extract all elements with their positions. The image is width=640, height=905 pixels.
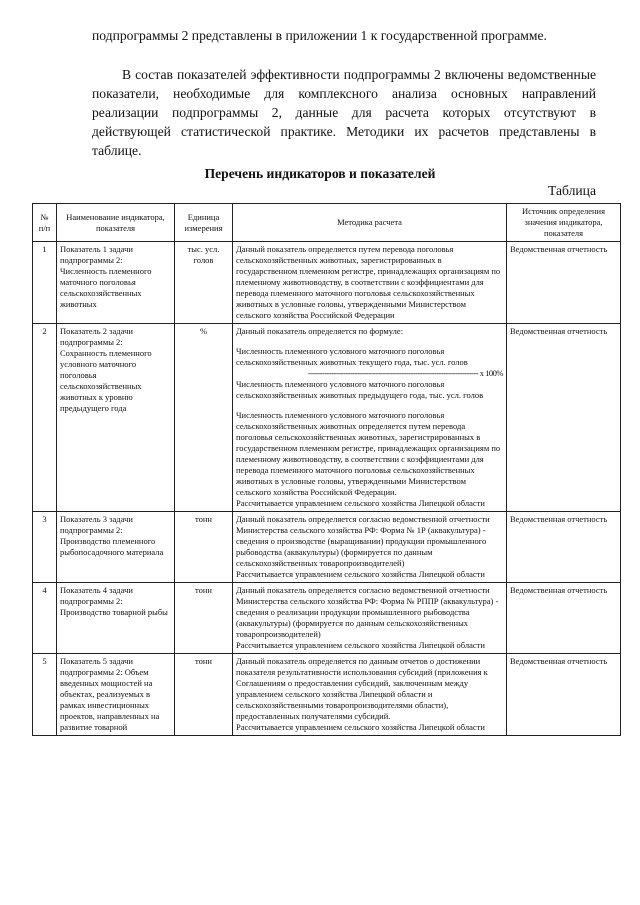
header-unit: Единица измерения bbox=[175, 204, 233, 242]
row-num: 1 bbox=[33, 242, 57, 324]
row-method bbox=[233, 583, 507, 654]
header-method: Методика расчета bbox=[233, 204, 507, 242]
table-label: Таблица bbox=[548, 183, 596, 198]
section-heading: Перечень индикаторов и показателей bbox=[204, 166, 436, 181]
row-num: 2 bbox=[33, 324, 57, 512]
header-num: № п/п bbox=[33, 204, 57, 242]
row-name: Показатель 3 задачи подпрограммы 2: Производство племенного рыбопосадочного материала bbox=[57, 512, 175, 583]
row-source: Ведомственная отчетность bbox=[507, 512, 621, 583]
row-unit: тонн bbox=[175, 654, 233, 736]
method-body: Численность племенного условного маточного поголовья сельскохозяйственных животных определяется путем перевода поголовья сельскохозяйственных животных, зарегистрированных в государственном племенном регистре, принадлежащих организациям по племенному животноводству, в соответствии с коэффициентами для перевода племенного маточного поголовья сельскохозяйственных животных в условные головы, утвержденными Министерством сельского хозяйства Российской Федерации. bbox=[236, 410, 501, 497]
row-method bbox=[233, 324, 507, 512]
intro-paragraph-1: подпрограммы 2 представлены в приложении 1 к государственной программе. bbox=[92, 28, 547, 43]
row-unit: тонн bbox=[175, 583, 233, 654]
row-method bbox=[233, 512, 507, 583]
table-row bbox=[33, 242, 621, 324]
row-name: Показатель 4 задачи подпрограммы 2: Производство товарной рыбы bbox=[57, 583, 175, 654]
table-header-row bbox=[33, 204, 621, 242]
formula-numerator: Численность племенного условного маточного поголовья сельскохозяйственных животных текущего года, тыс. усл. голов bbox=[236, 346, 468, 367]
row-unit: % bbox=[175, 324, 233, 512]
row-method bbox=[233, 654, 507, 736]
row-num: 3 bbox=[33, 512, 57, 583]
row-source: Ведомственная отчетность bbox=[507, 324, 621, 512]
method-intro: Данный показатель определяется по формуле: bbox=[236, 326, 404, 336]
table-row bbox=[33, 654, 621, 736]
row-method: Данный показатель определяется путем перевода поголовья сельскохозяйственных животных, зарегистрированных в государственном племенном регистре, принадлежащих организациям по племенному животноводству, в соответствии с коэффициентами для перевода племенного маточного поголовья сельскохозяйственных животных в условные головы, утвержденными Министерством сельского хозяйства Российской Федерации bbox=[233, 242, 507, 324]
row-unit: тонн bbox=[175, 512, 233, 583]
method-text: Данный показатель определяется согласно ведомственной отчетности Министерства сельского хозяйства РФ: Форма № РППР (аквакультура) - сведения о реализации продукции промышленного рыбоводства (аквакультуры) (формируется по данным сельскохозяйственных товаропроизводителей) bbox=[236, 585, 499, 639]
row-source: Ведомственная отчетность bbox=[507, 583, 621, 654]
method-tail: Рассчитывается управлением сельского хозяйства Липецкой области bbox=[236, 640, 485, 650]
table-row bbox=[33, 512, 621, 583]
method-text: Данный показатель определяется согласно ведомственной отчетности Министерства сельского хозяйства РФ: Форма № 1Р (аквакультура) - сведения о производстве (выращивании) продукции промышленного рыбоводства (аквакультуры) (формируется по данным сельскохозяйственных товаропроизводителей) bbox=[236, 514, 490, 568]
intro-paragraph-2: В состав показателей эффективности подпрограммы 2 включены ведомственные показатели, необходимые для комплексного анализа основных направлений реализации подпрограммы 2, данные для расчета которых отсутствуют в действующей статистической практике. Методики их расчетов представлены в таблице. bbox=[92, 67, 596, 158]
row-name: Показатель 1 задачи подпрограммы 2: Численность племенного маточного поголовья сельскохозяйственных животных bbox=[57, 242, 175, 324]
indicators-table bbox=[32, 203, 621, 736]
row-unit: тыс. усл. голов bbox=[175, 242, 233, 324]
header-name: Наименование индикатора, показателя bbox=[57, 204, 175, 242]
row-source: Ведомственная отчетность bbox=[507, 654, 621, 736]
row-num: 5 bbox=[33, 654, 57, 736]
formula-fraction-line: ------------------------------------------------------------------------- x 100% bbox=[308, 368, 503, 378]
row-source: Ведомственная отчетность bbox=[507, 242, 621, 324]
method-text: Данный показатель определяется по данным отчетов о достижении показателя результативности использования субсидий (приложения к Соглашениям о предоставлении субсидий, заключенным между управлением сельского хозяйства Липецкой области и сельскохозяйственными товаропроизводителями области), предоставленных получателями субсидий. bbox=[236, 656, 488, 721]
method-tail: Рассчитывается управлением сельского хозяйства Липецкой области bbox=[236, 569, 485, 579]
formula-denominator: Численность племенного условного маточного поголовья сельскохозяйственных животных предыдущего года, тыс. усл. голов bbox=[236, 379, 484, 400]
table-row bbox=[33, 324, 621, 512]
row-name: Показатель 2 задачи подпрограммы 2: Сохранность племенного условного маточного поголовья сельскохозяйственных животных к уровню предыдущего года bbox=[57, 324, 175, 512]
table-row bbox=[33, 583, 621, 654]
row-name: Показатель 5 задачи подпрограммы 2: Объем введенных мощностей на объектах, реализуемых в рамках инвестиционных проектов, направленных на развитие товарной bbox=[57, 654, 175, 736]
row-num: 4 bbox=[33, 583, 57, 654]
method-tail: Рассчитывается управлением сельского хозяйства Липецкой области bbox=[236, 722, 485, 732]
header-source: Источник определения значения индикатора, показателя bbox=[507, 204, 621, 242]
method-tail: Рассчитывается управлением сельского хозяйства Липецкой области bbox=[236, 498, 485, 508]
